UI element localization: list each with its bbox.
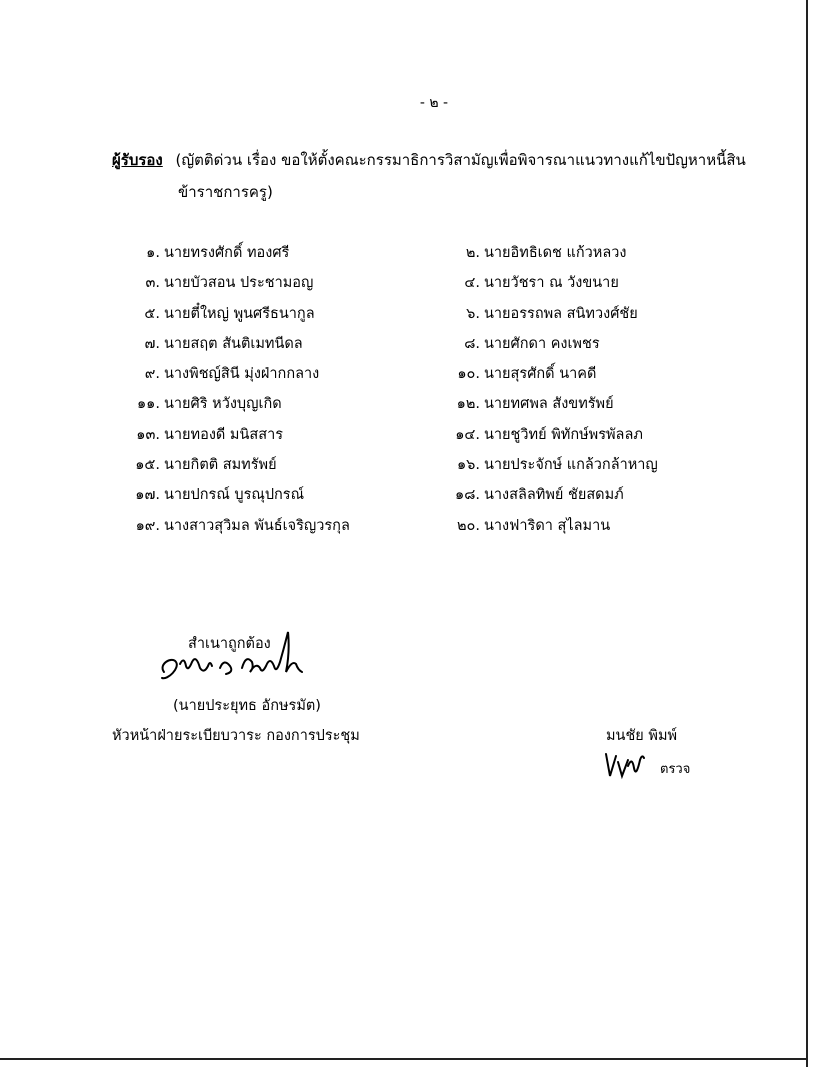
item-number: ๕. (144, 305, 160, 322)
sponsor-name: นางฟาริดา สุไลมาน (484, 517, 611, 534)
handwritten-signature (150, 628, 310, 690)
list-item (124, 480, 424, 510)
item-number: ๓. (145, 275, 160, 292)
item-number: ๑๖. (456, 457, 480, 474)
certifier-title: หัวหน้าฝ่ายระเบียบวาระ กองการประชุม (112, 728, 360, 744)
list-item (124, 359, 424, 389)
sponsor-name: นายสุรศักดิ์ นาคดี (484, 366, 597, 383)
item-number: ๘. (464, 335, 480, 352)
item-number: ๑๑. (136, 396, 160, 413)
sponsor-name: นายอรรถพล สนิทวงศ์ชัย (484, 305, 638, 322)
certifier-name: (นายประยุทธ อักษรมัต) (173, 698, 321, 714)
sponsor-name: นายวัชรา ณ วังขนาย (484, 275, 619, 292)
sponsor-name: นายสฤต สันติเมทนีดล (164, 335, 303, 352)
item-number: ๑๗. (135, 487, 160, 504)
item-number: ๑๕. (135, 457, 160, 474)
page-number: - ๒ - (419, 95, 449, 111)
sponsor-name: นางสลิลทิพย์ ชัยสดมภ์ (484, 487, 624, 504)
list-item (444, 389, 744, 419)
sponsor-name: นายอิทธิเดช แก้วหลวง (484, 245, 627, 261)
sponsor-name: นายปกรณ์ บูรณุปกรณ์ (164, 487, 305, 504)
list-item (124, 299, 424, 329)
list-item (444, 420, 744, 450)
list-item (124, 450, 424, 480)
sponsor-list-right (444, 238, 744, 541)
sponsor-name: นายทองดี มนิสสาร (164, 426, 284, 443)
sponsor-name: นายทศพล สังขทรัพย์ (484, 396, 614, 413)
list-item (444, 299, 744, 329)
checker-initials (600, 748, 650, 782)
item-number: ๑. (146, 245, 160, 261)
item-number: ๑๐. (457, 366, 480, 383)
sponsor-name: นายประจักษ์ แกล้วกล้าหาญ (484, 457, 658, 474)
list-item (124, 420, 424, 450)
list-item (444, 238, 744, 268)
list-item (124, 329, 424, 359)
sponsor-name: นายทรงศักดิ์ ทองศรี (164, 245, 290, 261)
list-item (124, 389, 424, 419)
list-item (444, 450, 744, 480)
sponsor-name: นายศิริ หวังบุญเกิด (164, 396, 282, 413)
item-number: ๑๒. (456, 396, 480, 413)
item-number: ๗. (144, 335, 160, 352)
sponsor-name: นายกิตติ สมทรัพย์ (164, 457, 277, 474)
list-item (444, 480, 744, 510)
certified-copy-label: สำเนาถูกต้อง (188, 636, 271, 652)
list-item (124, 511, 424, 541)
item-number: ๑๘. (455, 487, 480, 504)
item-number: ๑๔. (455, 426, 480, 443)
list-item (124, 238, 424, 268)
typist-note: มนชัย พิมพ์ (606, 728, 678, 744)
sponsor-label: ผู้รับรอง (112, 151, 163, 169)
sponsor-name: นางพิชญ์สินี มุ่งฝ่ากกลาง (164, 366, 320, 383)
page-border-bottom (0, 1058, 808, 1060)
item-number: ๒๐. (456, 517, 480, 534)
sponsor-name: นายศักดา คงเพชร (484, 335, 600, 352)
motion-subject-line1: (ญัตติด่วน เรื่อง ขอให้ตั้งคณะกรรมาธิการวิสามัญเพื่อพิจารณาแนวทางแก้ไขปัญหาหนี้สิน (175, 151, 746, 169)
list-item (444, 268, 744, 298)
item-number: ๑๓. (136, 426, 160, 443)
item-number: ๔. (464, 275, 480, 292)
list-item (124, 268, 424, 298)
list-item (444, 329, 744, 359)
list-item (444, 511, 744, 541)
sponsor-heading (112, 148, 746, 172)
sponsor-name: นายชูวิทย์ พิทักษ์พรพัลลภ (484, 426, 643, 443)
page-border-right (806, 0, 808, 1067)
sponsor-name: นายตี๋ใหญ่ พูนศรีธนากูล (164, 305, 315, 322)
item-number: ๖. (466, 305, 480, 322)
motion-subject-line2: ข้าราชการครู) (178, 183, 273, 201)
sponsor-name: นางสาวสุวิมล พันธ์เจริญวรกุล (164, 517, 350, 534)
sponsor-list-left (124, 238, 424, 541)
item-number: ๙. (144, 366, 160, 383)
list-item (444, 359, 744, 389)
item-number: ๑๙. (135, 517, 160, 534)
sponsor-name: นายบัวสอน ประชามอญ (164, 275, 314, 292)
checked-label: ตรวจ (660, 762, 691, 777)
item-number: ๒. (465, 245, 480, 261)
